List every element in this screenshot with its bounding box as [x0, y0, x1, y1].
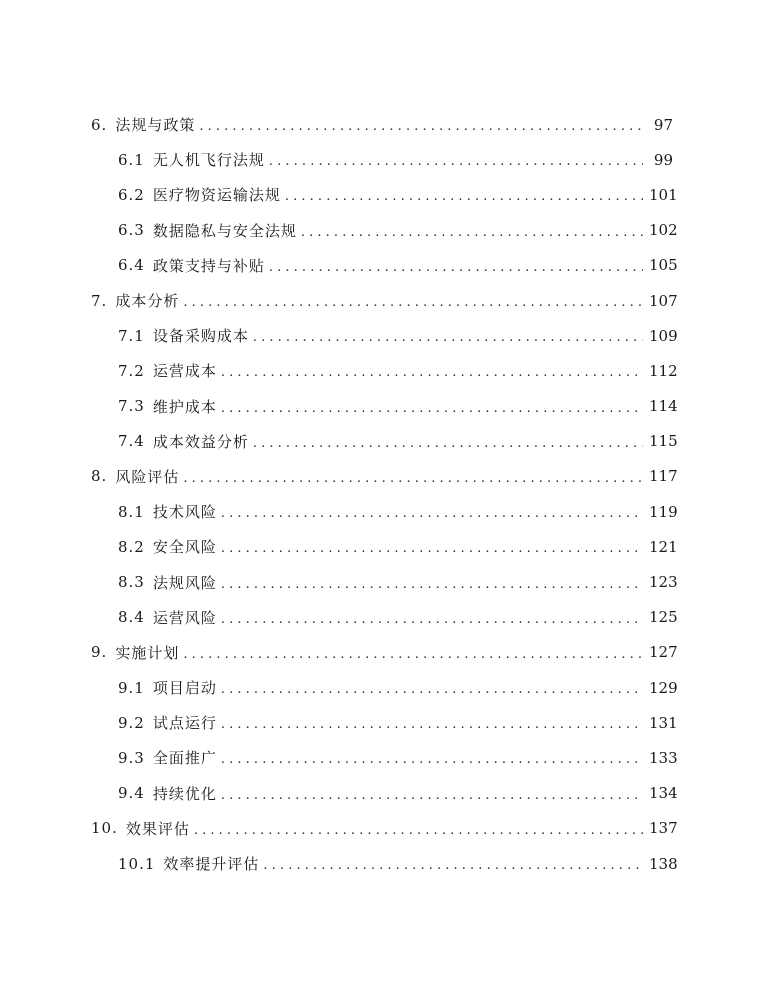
toc-dot-leader: [221, 402, 643, 415]
toc-entry-page: 134: [649, 784, 678, 803]
toc-entry-9-1[interactable]: [0, 670, 765, 705]
toc-entry-page: 133: [649, 748, 678, 767]
toc-dot-leader: [183, 648, 643, 661]
toc-dot-leader: [221, 578, 643, 591]
toc-dot-leader: [221, 613, 643, 626]
toc-entry-page: 125: [649, 608, 678, 627]
toc-entry-title: 运营成本: [152, 362, 217, 381]
toc-entry-page: 102: [649, 221, 678, 240]
toc-dot-leader: [269, 261, 643, 274]
toc-entry-number: 7.2: [118, 361, 145, 380]
toc-entry-7-2[interactable]: [0, 353, 765, 388]
toc-entry-title: 设备采购成本: [152, 327, 249, 346]
toc-entry-6-2[interactable]: [0, 177, 765, 212]
toc-entry-6[interactable]: [0, 107, 765, 142]
toc-dot-leader: [183, 472, 643, 485]
toc-entry-number: 8.2: [118, 537, 145, 556]
toc-entry-page: 115: [649, 432, 678, 451]
toc-dot-leader: [253, 331, 643, 344]
toc-entry-number: 9.1: [118, 678, 145, 697]
toc-entry-9-4[interactable]: [0, 776, 765, 811]
toc-entry-number: 8.3: [118, 573, 145, 592]
toc-entry-number: 7.: [91, 291, 108, 310]
toc-entry-title: 项目启动: [152, 679, 217, 698]
toc-entry-page: 138: [649, 854, 678, 873]
toc-entry-title: 维护成本: [152, 397, 217, 416]
toc-entry-title: 风险评估: [115, 467, 180, 486]
toc-entry-8-2[interactable]: [0, 529, 765, 564]
toc-entry-page: 99: [653, 150, 673, 169]
toc-entry-number: 8.1: [118, 502, 145, 521]
toc-dot-leader: [221, 683, 643, 696]
toc-entry-title: 政策支持与补贴: [152, 256, 265, 275]
toc-entry-title: 成本效益分析: [152, 432, 249, 451]
toc-entry-number: 7.4: [118, 432, 145, 451]
toc-entry-8-4[interactable]: [0, 600, 765, 635]
toc-dot-leader: [263, 859, 643, 872]
toc-entry-9-3[interactable]: [0, 740, 765, 775]
table-of-contents: [0, 107, 765, 881]
toc-entry-page: 117: [649, 467, 678, 486]
toc-entry-number: 8.4: [118, 608, 145, 627]
toc-entry-page: 129: [649, 678, 678, 697]
toc-entry-title: 数据隐私与安全法规: [152, 221, 297, 240]
toc-entry-page: 131: [649, 713, 678, 732]
toc-dot-leader: [285, 190, 643, 203]
toc-entry-title: 效果评估: [125, 819, 190, 838]
toc-dot-leader: [221, 507, 643, 520]
toc-entry-number: 6.1: [118, 150, 145, 169]
toc-dot-leader: [301, 226, 643, 239]
toc-dot-leader: [253, 437, 643, 450]
toc-entry-page: 105: [649, 256, 678, 275]
toc-dot-leader: [221, 718, 643, 731]
toc-dot-leader: [221, 542, 643, 555]
toc-entry-page: 97: [653, 115, 673, 134]
toc-entry-9-2[interactable]: [0, 705, 765, 740]
toc-entry-10[interactable]: [0, 811, 765, 846]
toc-entry-7-3[interactable]: [0, 389, 765, 424]
toc-dot-leader: [269, 155, 643, 168]
toc-entry-7[interactable]: [0, 283, 765, 318]
toc-entry-page: 107: [649, 291, 678, 310]
toc-entry-page: 119: [649, 502, 678, 521]
toc-dot-leader: [199, 120, 643, 133]
toc-entry-title: 医疗物资运输法规: [152, 186, 281, 205]
toc-entry-number: 9.: [91, 643, 108, 662]
toc-entry-8[interactable]: [0, 459, 765, 494]
toc-entry-title: 运营风险: [152, 608, 217, 627]
toc-entry-title: 法规与政策: [115, 116, 196, 135]
toc-entry-title: 实施计划: [115, 643, 180, 662]
toc-entry-title: 技术风险: [152, 503, 217, 522]
toc-dot-leader: [221, 366, 643, 379]
toc-entry-title: 无人机飞行法规: [152, 151, 265, 170]
toc-entry-title: 法规风险: [152, 573, 217, 592]
toc-entry-number: 6.3: [118, 221, 145, 240]
toc-entry-7-1[interactable]: [0, 318, 765, 353]
toc-entry-page: 121: [649, 537, 678, 556]
toc-entry-page: 123: [649, 573, 678, 592]
toc-entry-number: 6.2: [118, 185, 145, 204]
toc-entry-page: 109: [649, 326, 678, 345]
toc-entry-6-1[interactable]: [0, 142, 765, 177]
toc-entry-title: 试点运行: [152, 714, 217, 733]
toc-dot-leader: [221, 753, 643, 766]
toc-entry-number: 6.4: [118, 256, 145, 275]
toc-entry-title: 效率提升评估: [163, 855, 260, 874]
toc-entry-number: 10.: [91, 819, 118, 838]
toc-entry-title: 全面推广: [152, 749, 217, 768]
toc-entry-number: 9.4: [118, 784, 145, 803]
toc-entry-number: 10.1: [118, 854, 156, 873]
toc-entry-8-3[interactable]: [0, 564, 765, 599]
toc-entry-number: 7.3: [118, 397, 145, 416]
toc-entry-9[interactable]: [0, 635, 765, 670]
toc-entry-page: 127: [649, 643, 678, 662]
toc-entry-6-3[interactable]: [0, 213, 765, 248]
toc-entry-number: 8.: [91, 467, 108, 486]
toc-entry-title: 持续优化: [152, 784, 217, 803]
toc-entry-8-1[interactable]: [0, 494, 765, 529]
toc-entry-number: 9.3: [118, 748, 145, 767]
toc-entry-number: 7.1: [118, 326, 145, 345]
toc-dot-leader: [221, 789, 643, 802]
toc-entry-title: 成本分析: [115, 292, 180, 311]
toc-entry-number: 9.2: [118, 713, 145, 732]
toc-entry-page: 112: [649, 361, 678, 380]
toc-dot-leader: [183, 296, 643, 309]
toc-entry-page: 114: [649, 397, 678, 416]
toc-entry-6-4[interactable]: [0, 248, 765, 283]
toc-dot-leader: [194, 824, 643, 837]
toc-entry-page: 101: [649, 185, 678, 204]
toc-entry-10-1[interactable]: [0, 846, 765, 881]
toc-entry-page: 137: [649, 819, 678, 838]
toc-entry-number: 6.: [91, 115, 108, 134]
toc-entry-7-4[interactable]: [0, 424, 765, 459]
toc-entry-title: 安全风险: [152, 538, 217, 557]
